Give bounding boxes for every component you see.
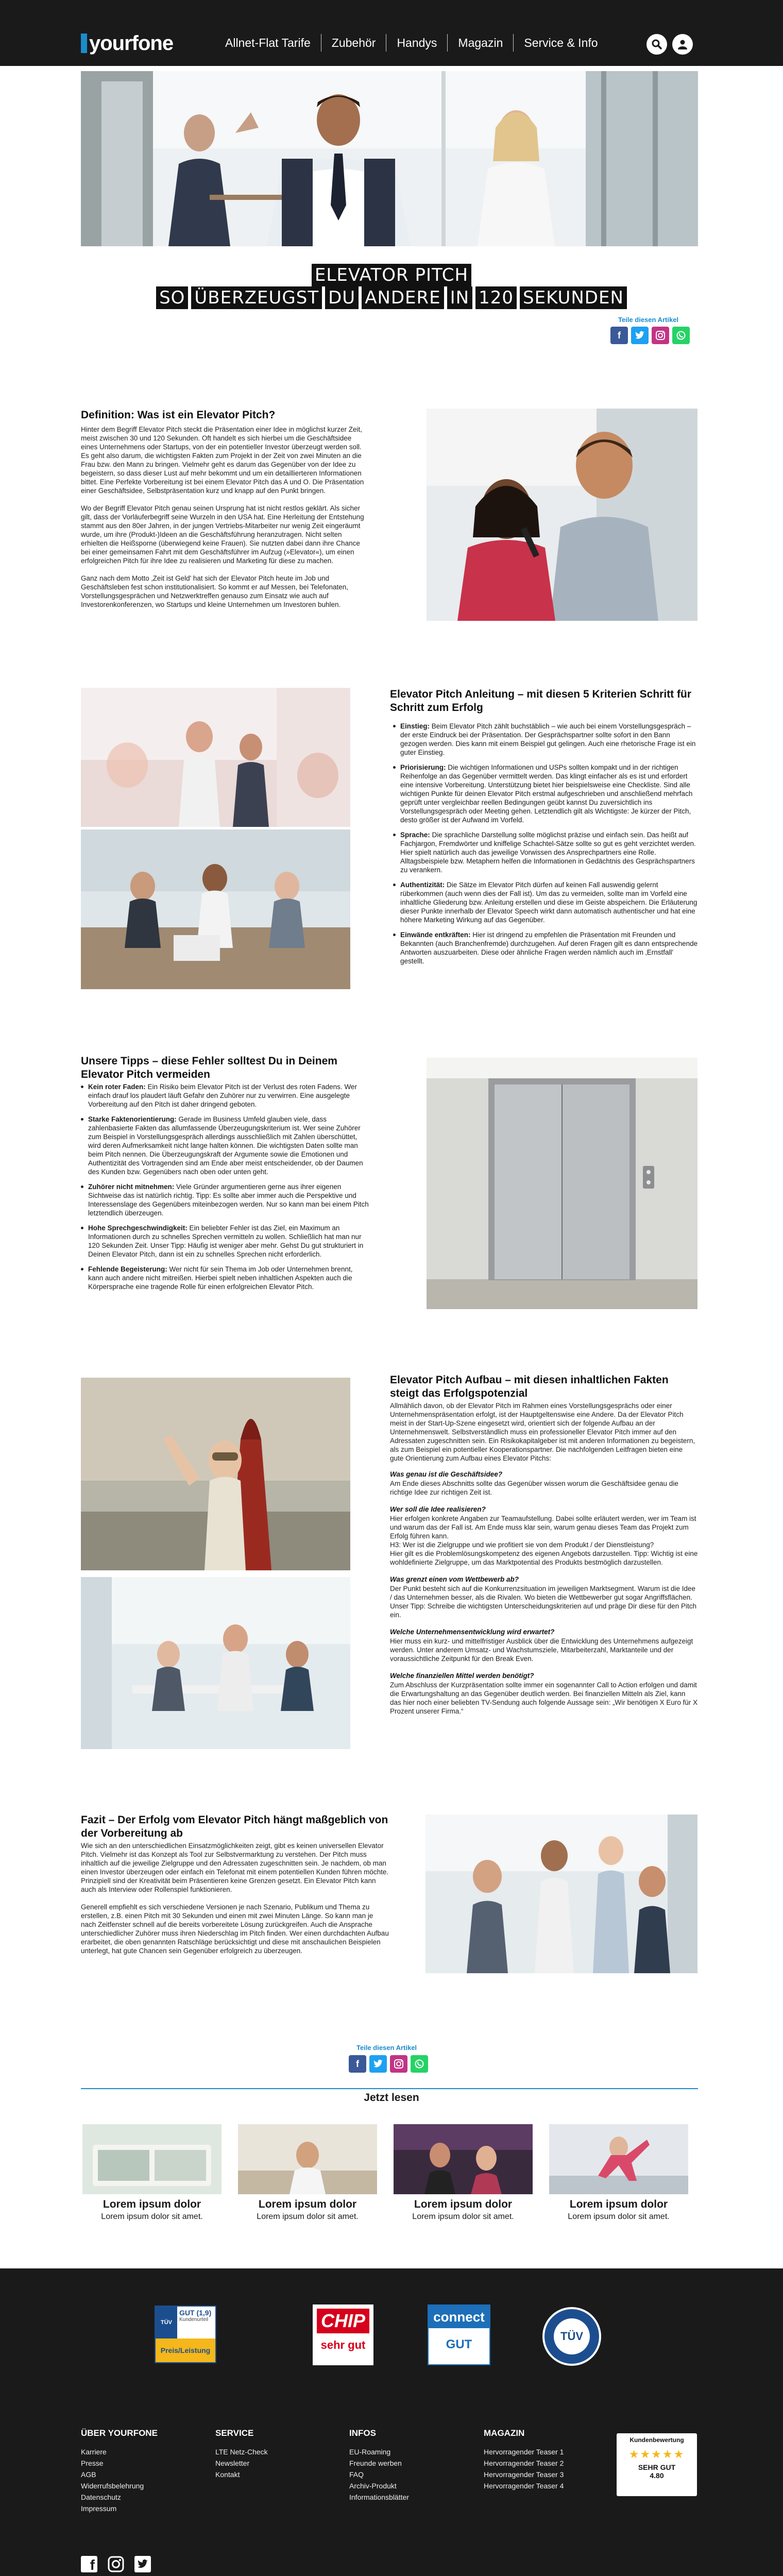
facebook-icon[interactable]: f xyxy=(610,327,628,344)
connect-badge-grade: GUT xyxy=(446,2337,472,2351)
criteria-list xyxy=(393,722,698,965)
section-aufbau xyxy=(390,1374,698,1716)
related-heading: Jetzt lesen xyxy=(364,2092,419,2104)
qa-block xyxy=(390,1575,698,1619)
question: Welche finanziellen Mittel werden benötigt? xyxy=(390,1672,534,1680)
section-heading: Elevator Pitch Anleitung – mit diesen 5 Kriterien Schritt für Schritt zum Erfolg xyxy=(390,688,692,714)
teaser-card[interactable] xyxy=(82,2124,222,2222)
teaser-title: Lorem ipsum dolor xyxy=(414,2198,513,2210)
nav-zubehoer[interactable]: Zubehör xyxy=(321,34,386,52)
title-line-1 xyxy=(0,264,783,286)
mistakes-list xyxy=(81,1082,369,1291)
share-label: Teile diesen Artikel xyxy=(618,316,679,324)
teaser-image xyxy=(82,2124,222,2194)
meeting-photo xyxy=(81,1577,350,1749)
tuv-badge-sub: Kundenurteil xyxy=(179,2317,209,2323)
question: Wer soll die Idee realisieren? xyxy=(390,1505,486,1513)
whatsapp-icon[interactable] xyxy=(672,327,690,344)
question: Was genau ist die Geschäftsidee? xyxy=(390,1470,503,1478)
nav-handys[interactable]: Handys xyxy=(386,34,447,52)
footer-links xyxy=(215,2446,268,2480)
tuv-badge-label: Preis/Leistung xyxy=(156,2338,215,2362)
rocket-girl-photo xyxy=(81,1378,350,1570)
footer-link[interactable]: Newsletter xyxy=(215,2459,250,2467)
footer-link[interactable]: Widerrufsbelehrung xyxy=(81,2482,144,2490)
connect-badge-brand: connect xyxy=(429,2306,489,2328)
list-item: Einwände entkräften: Hier ist dringend zu empfehlen die Präsentation mit Freunden und Bekannten (auch Branchenfremde) durchzugehen. Auf deren Fragen gilt es dann entsprechende Antworten auszuarbeiten. Diese oder ähnliche Fragen werden nämlich auch im ‚Ernstfall' gestellt. xyxy=(393,930,698,965)
section-anleitung xyxy=(390,688,698,972)
twitter-icon[interactable] xyxy=(631,327,649,344)
chip-badge xyxy=(313,2304,373,2365)
pitch-photo xyxy=(427,409,697,621)
teaser-card[interactable] xyxy=(549,2124,688,2222)
office-photo-1 xyxy=(81,688,350,827)
rating-title: Kundenbewertung xyxy=(629,2436,684,2444)
title-word: DU xyxy=(325,286,359,309)
twitter-icon[interactable] xyxy=(369,2055,387,2073)
paragraph: Hinter dem Begriff Elevator Pitch steckt die Präsentation einer Idee in möglichst kurzer Zeit, meist zwischen 30 und 120 Sekunden. Oft handelt es sich hierbei um die Geschäftsidee eines Unternehmens oder Startups, von der ein potentieller Investor überzeugt werden soll. Es geht also darum, die wichtigsten Fakten zum Projekt in der Zeit von zwei Minuten an die Frau bzw. den Mann zu bringen. Vielmehr geht es darum das Gegenüber von der Idee zu begeistern, so dass dieser Lust auf mehr bekommt und um ein detaillierteren Informationen bittet. Eine Perfekte Vorbereitung ist bei einem Elevator Pitch das A und O. Die Präsentation einer Geschäftsidee, Selbstpräsentation kurz und knapp auf den Punkt bringen. xyxy=(81,426,364,495)
nav-magazin[interactable]: Magazin xyxy=(447,34,513,52)
footer-link[interactable]: AGB xyxy=(81,2470,96,2479)
logo-mark xyxy=(81,33,87,53)
tuv-seal xyxy=(542,2307,601,2366)
list-item: Einstieg: Beim Elevator Pitch zählt buchstäblich – wie auch bei einem Vorstellungsgespräch – der erste Eindruck bei der Präsentation. Der Gesprächspartner sollte sofort in den Bann gezogen werden. Dies kann mit einem Beispiel gut gelingen. Auch eine rhetorische Frage ist ein guter Einstieg. xyxy=(393,722,698,757)
teaser-image xyxy=(238,2124,377,2194)
footer-links xyxy=(349,2446,409,2503)
answer: Am Ende dieses Abschnitts sollte das Gegenüber wissen worum die Geschäftsidee genau die richtige Idee zur richtigen Zeit ist. xyxy=(390,1480,678,1496)
footer-link[interactable]: FAQ xyxy=(349,2470,364,2479)
title-word: ELEVATOR PITCH xyxy=(312,264,471,286)
footer-link[interactable]: Hervorragender Teaser 4 xyxy=(484,2482,564,2490)
title-word: ANDERE xyxy=(362,286,444,309)
site-footer xyxy=(0,2268,783,2576)
search-icon[interactable] xyxy=(646,34,667,55)
paragraph: Ganz nach dem Motto ‚Zeit ist Geld' hat sich der Elevator Pitch heute im Job und Geschäftsleben fest schon institutionalisiert. So kommt er auf Messen, bei Telefonaten, Vorstellungsgesprächen und Netzwerktreffen genauso zum Einsatz wie auch auf Investorenkonferenzen, wo Startups und kleine Unternehmen um Investoren buhlen. xyxy=(81,574,349,608)
instagram-icon[interactable] xyxy=(108,2556,124,2572)
answer: Der Punkt besteht sich auf die Konkurrenzsituation im jeweiligen Marktsegment. Warum ist die Idee / das Unternehmen besser, als die Rivalen. Wo bieten die Wettbewerber gut sogar Angriffsflächen. Unser Tipp: Schreibe die wichtigsten Unterscheidungskriterien auf und präge Dir diese für den Pitch ein. xyxy=(390,1585,697,1619)
list-item: Starke Faktenorientierung: Gerade im Business Umfeld glauben viele, dass zahlenbasierte Fakten das allumfassende Überzeugungskriterium ist. Wer seine Zuhörer zum Beispiel in Vorstellungsgespräch allerdings ausschließlich mit Zahlen überschüttet, wird deren Aufmerksamkeit nicht lange halten können. Die wichtigsten Daten sollte man beim Pitch nennen. Die Überzeugungskraft der Argumente sowie die Emotionen und Authentizität des Vortragenden sind am Ende aber meist entscheidender, ob der Daumen des Kunden bzw. Gegenübers nach oben oder unten geht. xyxy=(81,1115,369,1176)
customer-rating-widget[interactable] xyxy=(617,2433,697,2496)
rating-stars: ★★★★★ xyxy=(628,2448,685,2461)
whatsapp-icon[interactable] xyxy=(411,2055,428,2073)
teaser-title: Lorem ipsum dolor xyxy=(569,2198,668,2210)
teaser-subtitle: Lorem ipsum dolor sit amet. xyxy=(101,2212,203,2221)
footer-link[interactable]: Archiv-Produkt xyxy=(349,2482,397,2490)
footer-link[interactable]: EU-Roaming xyxy=(349,2448,391,2456)
tuv-badge xyxy=(155,2306,216,2363)
footer-link[interactable]: Presse xyxy=(81,2459,104,2467)
footer-heading: INFOS xyxy=(349,2428,376,2438)
title-word: SEKUNDEN xyxy=(520,286,627,309)
facebook-icon[interactable]: f xyxy=(349,2055,366,2073)
nav-service[interactable]: Service & Info xyxy=(513,34,608,52)
nav-tarife[interactable]: Allnet-Flat Tarife xyxy=(225,36,311,49)
instagram-icon[interactable] xyxy=(652,327,669,344)
main-nav xyxy=(219,34,608,52)
question: Welche Unternehmensentwicklung wird erwartet? xyxy=(390,1628,555,1636)
paragraph: Generell empfiehlt es sich verschiedene Versionen je nach Szenario, Publikum und Thema zu erstellen, z.B. einen Pitch mit 30 Sekunden und einen mit zwei Minuten Länge. So kann man je nach Zeitfenster schnell auf die bereits vorbereitete Lösung zurückgreifen. Auch die Ansprache unterschiedlicher Zuhörer muss ihren Niederschlag im Pitch finden. Wer einen durchdachten Aufbau erarbeitet, die oben genannten Ratschläge berücksichtigt und diese mit anschaulichen Beispielen unterlegt, hat gute Chancen sein Gegenüber erfolgreich zu überzeugen. xyxy=(81,1903,389,1955)
teaser-subtitle: Lorem ipsum dolor sit amet. xyxy=(568,2212,670,2221)
list-item: Hohe Sprechgeschwindigkeit: Ein beliebter Fehler ist das Ziel, ein Maximum an Informationen durch zu schnelles Sprechen vermitteln zu wollen. Schließlich hat man nur 120 Sekunden Zeit. Unser Tipp: Häufig ist weniger aber mehr. Gehst Du gut strukturiert in Deinen Elevator Pitch, dann ist ein zu schnelles Sprechen nicht erforderlich. xyxy=(81,1224,369,1259)
teaser-image xyxy=(549,2124,688,2194)
title-word: ÜBERZEUGST xyxy=(191,286,322,309)
list-item: Zuhörer nicht mitnehmen: Viele Gründer argumentieren gerne aus ihrer eigenen Sichtweise das ist natürlich richtig. Tipp: Es sollte aber immer auch die Perspektive und Interessenslage des Gegenübers miteinbezogen werden. Nur so kann man bei einem Pitch letztendlich überzeugen. xyxy=(81,1182,369,1217)
qa-block xyxy=(390,1470,698,1497)
divider xyxy=(81,2088,698,2089)
teaser-card[interactable] xyxy=(238,2124,377,2222)
footer-link[interactable]: LTE Netz-Check xyxy=(215,2448,268,2456)
section-definition xyxy=(81,409,369,609)
footer-links xyxy=(484,2446,564,2492)
footer-link[interactable]: Hervorragender Teaser 2 xyxy=(484,2459,564,2467)
section-fazit xyxy=(81,1814,390,1955)
teaser-card[interactable] xyxy=(394,2124,533,2222)
footer-heading: SERVICE xyxy=(215,2428,254,2438)
footer-link[interactable]: Karriere xyxy=(81,2448,107,2456)
instagram-icon[interactable] xyxy=(390,2055,407,2073)
teaser-title: Lorem ipsum dolor xyxy=(258,2198,357,2210)
answer: Hier erfolgen konkrete Angaben zur Teamaufstellung. Dabei sollte erläutert werden, wer im Team ist und warum das der Fall ist. Am Ende muss klar sein, warum genau dieses Team das Projekt zum Erfolg führen kann. H3: Wer ist die Zielgruppe und wie profitiert sie von dem Produkt / der Dienstleistung? Hier gilt es die Problemlösungskompetenz des eigenen Angebots darzustellen. Tipp: Wichtig ist eine wohldefinierte Zielgruppe, um das Marktpotential des Produkts bestmöglich darzustellen. xyxy=(390,1515,698,1566)
answer: Zum Abschluss der Kurzpräsentation sollte immer ein sogenannter Call to Action erfolgen und damit die Erwartungshaltung an das Gegenüber deutlich werden. Bei finanziellen Mitteln als Ziel, kann das hier noch einer beliebten TV-Sendung auch folgende Aussage sein: „Wir benötigen X Euro für X Prozent unserer Firma.“ xyxy=(390,1681,698,1715)
footer-links xyxy=(81,2446,144,2514)
tuv-seal-title: TÜV xyxy=(554,2318,590,2354)
list-item: Authentizität: Die Sätze im Elevator Pitch dürfen auf keinen Fall auswendig gelernt rüberkommen (auch wenn dies der Fall ist). Um das zu vermeiden, sollte man im Vorfeld eine inhaltliche Gliederung bzw. Anleitung erstellen und diese im Geiste abspeichern. Die Erläuterung dieser Punkte innerhalb der Elevator Speech wirkt dann automatisch authentischer und hat eine höhere Marketing Wirkung auf das Gegenüber. xyxy=(393,880,698,924)
user-icon[interactable] xyxy=(672,34,693,55)
elevator-photo xyxy=(427,1058,697,1309)
question: Was grenzt einen vom Wettbewerb ab? xyxy=(390,1575,519,1583)
section-heading: Fazit – Der Erfolg vom Elevator Pitch hängt maßgeblich von der Vorbereitung ab xyxy=(81,1814,388,1839)
section-heading: Definition: Was ist ein Elevator Pitch? xyxy=(81,409,276,421)
chip-badge-brand: CHIP xyxy=(317,2309,369,2333)
qa-block xyxy=(390,1628,698,1663)
list-item: Priorisierung: Die wichtigen Informationen und USPs sollten kompakt und in der richtigen Reihenfolge an das Gegenüber vermittelt werden. Das klingt einfacher als es ist und erfordert eine intensive Vorbereitung. Unterstützung bietet hier beispielsweise eine Checkliste. Sind alle wichtigen Punkte für deinen Elevator Pitch erstmal aufgeschrieben und anschließend mehrfach geprüft unter vergleichbar reellen Bedingungen geübt kannst Du zuversichtlich ins Vorstellungsgespräch oder Meeting gehen. Letztendlich gilt als Wichtigste: Je kürzer der Pitch, desto größer ist der Aufwand im Vorfeld. xyxy=(393,763,698,824)
title-word: IN xyxy=(447,286,472,309)
section-heading: Unsere Tipps – diese Fehler solltest Du in Deinem Elevator Pitch vermeiden xyxy=(81,1055,337,1080)
qa-block xyxy=(390,1505,698,1567)
twitter-icon[interactable] xyxy=(134,2556,151,2572)
paragraph: Allmählich davon, ob der Elevator Pitch im Rahmen eines Vorstellungsgesprächs oder einer Unternehmenspräsentation erfolgt, ist der Hauptgeltenswise eine Andere. Da der Elevator Pitch meist in der Start-Up-Szene eingesetzt wird, orientiert sich der folgende Aufbau an der Unternehmenswelt. Selbstverständlich muss ein professioneller Elevator Pitch immer auf den Adressaten zugeschnitten sein. Ein Risikokapitalgeber ist mit anderen Informationen zu begeistern, als zum Beispiel ein potentieller Kooperationspartner. Die nachfolgenden Leitfragen bieten eine gute Orientierung zum Aufbau eines Elevator Pitchs: xyxy=(390,1402,695,1462)
title-word: 120 xyxy=(475,286,517,309)
logo-text: yourfone xyxy=(89,32,174,55)
paragraph: Wie sich an den unterschiedlichen Einsatzmöglichkeiten zeigt, gibt es keinen universellen Elevator Pitch. Vielmehr ist das Konzept als Tool zur Selbstvermarktung zu verstehen. Der Pitch muss inhaltlich auf die jeweilige Zielgruppe und den Adressaten zugeschnitten sein. Je nachdem, ob man einen Investor überzeugen oder einfach ein Telefonat mit einem potentiellen Kunden führen möchte. Prinzipiell sind der Kreativität beim Präsentieren keine Grenzen gesetzt. Ein Elevator Pitch kann auch als Interview oder Rollenspiel funktionieren. xyxy=(81,1842,389,1893)
site-header xyxy=(0,0,783,66)
applause-photo xyxy=(425,1815,697,1973)
office-photo-2 xyxy=(81,829,350,989)
logo[interactable] xyxy=(81,31,173,56)
tuv-badge-grade: GUT (1,9) xyxy=(179,2309,212,2317)
footer-heading: MAGAZIN xyxy=(484,2428,525,2438)
answer: Hier muss ein kurz- und mittelfristiger Ausblick über die Entwicklung des Unternehmens aufgezeigt werden. Unter anderem Umsatz- und Wachstumsziele, Mitarbeiterzahl, Marktanteile und der voraussichtliche Zeitpunkt für den Break Even. xyxy=(390,1637,693,1663)
list-item: Sprache: Die sprachliche Darstellung sollte möglichst präzise und einfach sein. Das heißt auf Fachjargon, Fremdwörter und kniffelige Schachtel-Sätze sollte so gut es geht verzichtet werden. Hier spielt natürlich auch das jeweilige Vorwissen des Ansprechpartners eine Rolle. Alltagsbeispiele bzw. Metaphern helfen die Informationen in Gedächtnis des Gesprächspartners zu verankern. xyxy=(393,831,698,874)
list-item: Fehlende Begeisterung: Wer nicht für sein Thema im Job oder Unternehmen brennt, kann auch andere nicht mitreißen. Hierbei spielt neben inhaltlichen Aspekten auch die Körpersprache eine tragende Rolle für einen erfolgreichen Elevator Pitch. xyxy=(81,1265,369,1291)
section-heading: Elevator Pitch Aufbau – mit diesen inhaltlichen Fakten steigt das Erfolgspotenzial xyxy=(390,1374,669,1399)
footer-link[interactable]: Freunde werben xyxy=(349,2459,402,2467)
rating-grade: SEHR GUT xyxy=(638,2463,676,2471)
title-word: SO xyxy=(156,286,188,309)
footer-link[interactable]: Datenschutz xyxy=(81,2493,121,2501)
list-item: Kein roter Faden: Ein Risiko beim Elevator Pitch ist der Verlust des roten Fadens. Wer einfach drauf los plaudert läuft Gefahr den Zuhörer nur zu verwirren. Eine ausgelegte Vorbereitung auf den Pitch ist daher dringend geboten. xyxy=(81,1082,369,1109)
teaser-subtitle: Lorem ipsum dolor sit amet. xyxy=(257,2212,359,2221)
paragraph: Wo der Begriff Elevator Pitch genau seinen Ursprung hat ist nicht restlos geklärt. Als sicher gilt, dass der Vorläuferbegriff seine Wurzeln in den USA hat. Eine Herleitung der Entstehung stammt aus den 80er Jahren, in der jungen Vertriebs-Mitarbeiter nur wenig Zeit eingeräumt wurde, um ihre (Produkt-)Ideen an die Geschäftsführung heranzutragen. Nicht selten erhielten die Heißsporne (überwiegend keine Frauen). Sie nutzten dabei dann ihre Chance bei einer gemeinsamen Fahrt mit dem Geschäftsführer im Aufzug (»Elevator«), um einen erfolgreichen Pitch für ihre Idee zu realisieren und Marketing für diese zu machen. xyxy=(81,504,364,565)
footer-heading: ÜBER YOURFONE xyxy=(81,2428,158,2438)
connect-badge xyxy=(428,2304,490,2365)
rating-score: 4.80 xyxy=(650,2471,664,2480)
chip-badge-grade: sehr gut xyxy=(320,2338,366,2351)
teaser-title: Lorem ipsum dolor xyxy=(103,2198,201,2210)
share-label-bottom: Teile diesen Artikel xyxy=(356,2044,417,2052)
qa-block xyxy=(390,1671,698,1716)
footer-link[interactable]: Kontakt xyxy=(215,2470,240,2479)
footer-link[interactable]: Impressum xyxy=(81,2504,117,2513)
teaser-subtitle: Lorem ipsum dolor sit amet. xyxy=(412,2212,514,2221)
tuv-badge-title: TÜV xyxy=(156,2307,177,2338)
hero-image xyxy=(81,71,698,246)
facebook-icon[interactable]: f xyxy=(81,2556,97,2572)
section-tipps xyxy=(81,1055,369,1297)
footer-link[interactable]: Hervorragender Teaser 3 xyxy=(484,2470,564,2479)
footer-link[interactable]: Informationsblätter xyxy=(349,2493,409,2501)
teaser-image xyxy=(394,2124,533,2194)
title-line-2 xyxy=(0,286,783,309)
footer-link[interactable]: Hervorragender Teaser 1 xyxy=(484,2448,564,2456)
